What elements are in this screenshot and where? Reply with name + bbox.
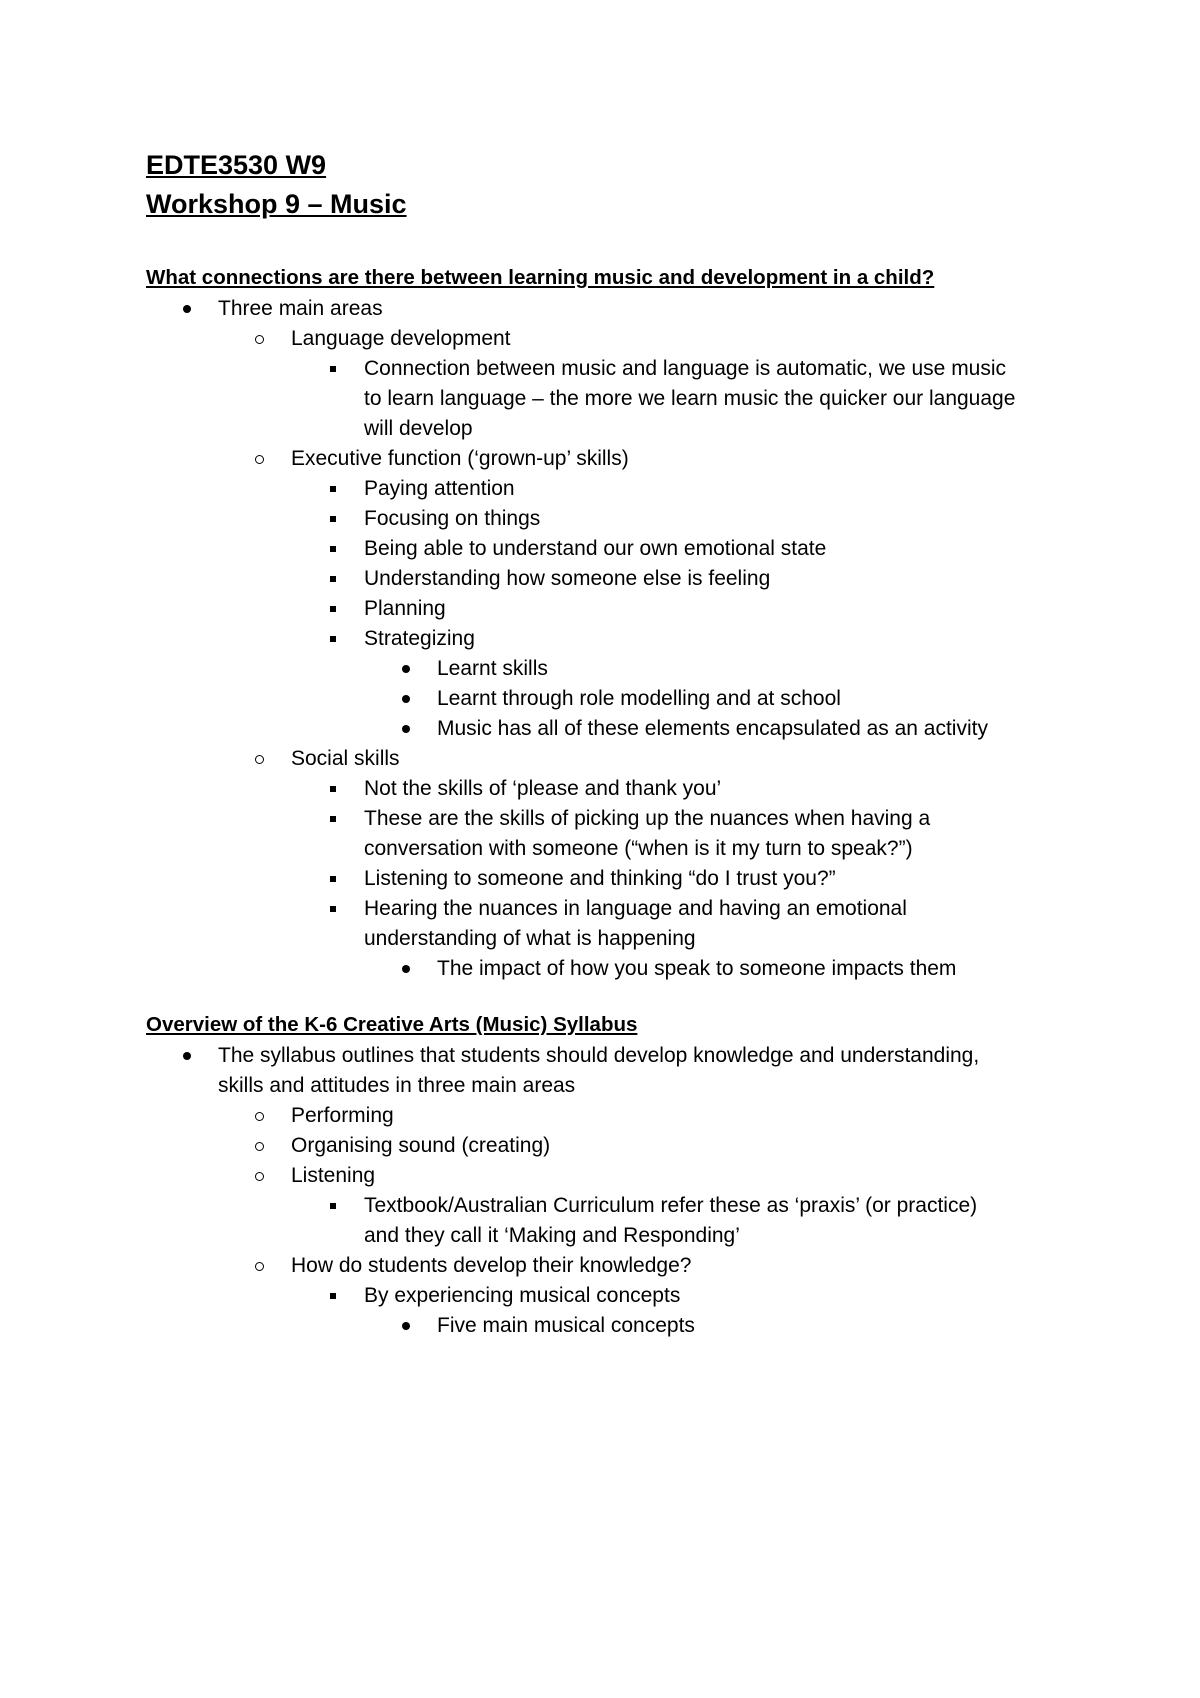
list-item: How do students develop their knowledge?: [291, 1251, 691, 1281]
bullet-icon: [396, 654, 416, 684]
document-title: Workshop 9 – Music: [146, 189, 407, 219]
list-item: Three main areas: [218, 294, 383, 324]
square-bullet-icon: [323, 594, 343, 624]
list-item: Not the skills of ‘please and thank you’: [364, 774, 721, 804]
square-bullet-icon: [323, 624, 343, 654]
document-code-title: EDTE3530 W9: [146, 150, 327, 180]
square-bullet-icon: [323, 534, 343, 564]
list-item: Five main musical concepts: [437, 1311, 695, 1341]
square-bullet-icon: [323, 774, 343, 804]
bullet-icon: [396, 714, 416, 744]
list-item: Listening: [291, 1161, 375, 1191]
circle-bullet-icon: [249, 324, 269, 354]
list-item: Organising sound (creating): [291, 1131, 550, 1161]
list-item: These are the skills of picking up the nuances when having a conversation with someone (“when is it my turn to speak?”): [364, 804, 930, 864]
square-bullet-icon: [323, 894, 343, 924]
list-item: By experiencing musical concepts: [364, 1281, 680, 1311]
square-bullet-icon: [323, 564, 343, 594]
bullet-icon: [396, 1311, 416, 1341]
list-item: Learnt skills: [437, 654, 548, 684]
list-item: Textbook/Australian Curriculum refer these as ‘praxis’ (or practice) and they call it ‘Making and Responding’: [364, 1191, 977, 1251]
list-item: Music has all of these elements encapsulated as an activity: [437, 714, 988, 744]
list-item: Strategizing: [364, 624, 475, 654]
circle-bullet-icon: [249, 744, 269, 774]
list-item: Understanding how someone else is feeling: [364, 564, 770, 594]
circle-bullet-icon: [249, 1251, 269, 1281]
circle-bullet-icon: [249, 444, 269, 474]
list-item: Language development: [291, 324, 511, 354]
list-item: Being able to understand our own emotional state: [364, 534, 826, 564]
list-item: The impact of how you speak to someone impacts them: [437, 954, 956, 984]
list-item: The syllabus outlines that students should develop knowledge and understanding, skills and attitudes in three main areas: [218, 1041, 979, 1101]
square-bullet-icon: [323, 804, 343, 834]
list-item: Planning: [364, 594, 446, 624]
list-item: Hearing the nuances in language and having an emotional understanding of what is happening: [364, 894, 907, 954]
square-bullet-icon: [323, 474, 343, 504]
list-item: Performing: [291, 1101, 394, 1131]
list-item: Learnt through role modelling and at school: [437, 684, 841, 714]
list-item: Social skills: [291, 744, 400, 774]
section-heading-syllabus-overview: Overview of the K-6 Creative Arts (Music) Syllabus: [146, 1013, 638, 1036]
square-bullet-icon: [323, 354, 343, 384]
bullet-icon: [177, 294, 197, 324]
section-heading-connections: What connections are there between learning music and development in a child?: [146, 266, 935, 289]
bullet-icon: [396, 954, 416, 984]
list-item: Connection between music and language is automatic, we use music to learn language – the more we learn music the quicker our language will develop: [364, 354, 1015, 444]
circle-bullet-icon: [249, 1131, 269, 1161]
bullet-icon: [396, 684, 416, 714]
list-item: Paying attention: [364, 474, 515, 504]
square-bullet-icon: [323, 864, 343, 894]
square-bullet-icon: [323, 1191, 343, 1221]
circle-bullet-icon: [249, 1101, 269, 1131]
list-item: Focusing on things: [364, 504, 540, 534]
circle-bullet-icon: [249, 1161, 269, 1191]
list-item: Listening to someone and thinking “do I trust you?”: [364, 864, 836, 894]
bullet-icon: [177, 1041, 197, 1071]
square-bullet-icon: [323, 1281, 343, 1311]
list-item: Executive function (‘grown-up’ skills): [291, 444, 629, 474]
square-bullet-icon: [323, 504, 343, 534]
